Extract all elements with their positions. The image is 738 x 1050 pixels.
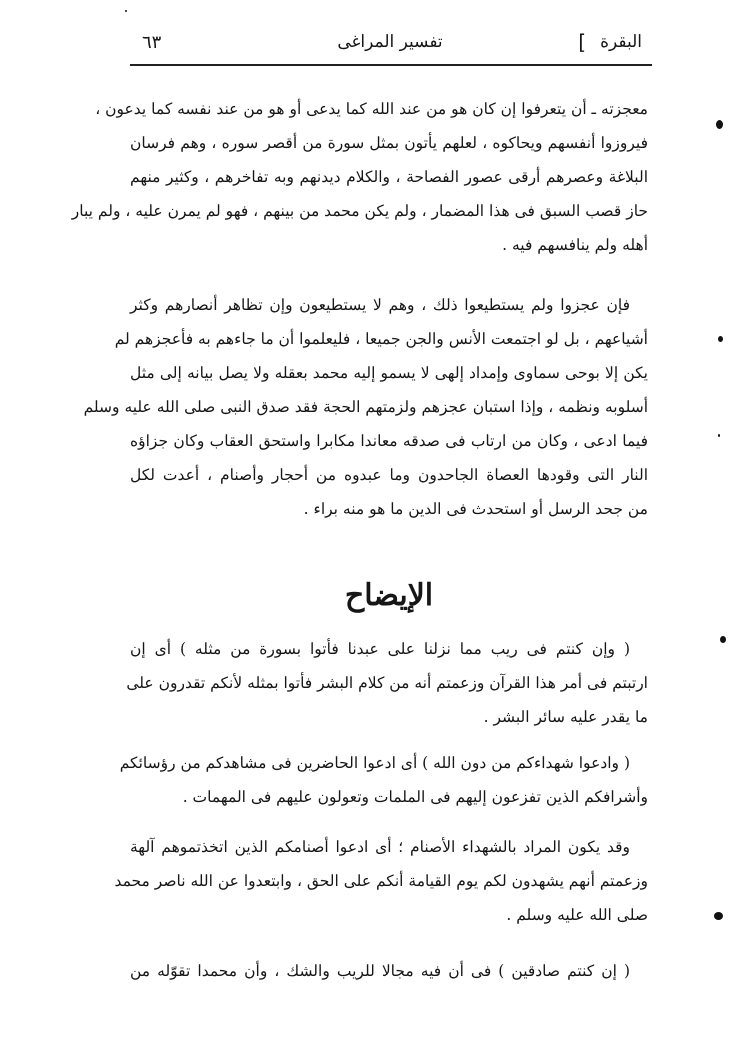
text-line: فيما ادعى ، وكان من ارتاب فى صدقه معاندا مكابرا واستحق العقاب وكان جزاؤه bbox=[130, 432, 648, 450]
text-line: صلى الله عليه وسلم . bbox=[506, 906, 648, 924]
text-line: وقد يكون المراد بالشهداء الأصنام ؛ أى ادعوا أصنامكم الذين اتخذتموهم آلهة bbox=[130, 838, 630, 856]
text-line: أسلوبه ونظمه ، وإذا استبان عجزهم ولزمتهم الحجة فقد صدق النبى صلى الله عليه وسلم bbox=[83, 398, 648, 416]
paragraph-1 bbox=[71, 92, 648, 262]
explanation-3 bbox=[114, 830, 648, 932]
text-line: ارتبتم فى أمر هذا القرآن وزعمتم أنه من كلام البشر فأتوا بمثله لأنكم تقدرون على bbox=[126, 674, 648, 692]
explanation-1 bbox=[126, 632, 648, 734]
text-line: ( وإن كنتم فى ريب مما نزلنا على عبدنا فأتوا بسورة من مثله ) أى إن bbox=[130, 640, 630, 658]
text-line: وأشرافكم الذين تفزعون إليهم فى الملمات وتعولون عليهم فى المهمات . bbox=[182, 788, 648, 806]
scan-speck bbox=[125, 10, 127, 12]
text-line: النار التى وقودها العصاة الجاحدون وما عبدوه من أحجار وأصنام ، أعدت لكل bbox=[130, 466, 648, 484]
text-line: أهله ولم ينافسهم فيه . bbox=[502, 236, 648, 254]
header-book-title: تفسير المراغى bbox=[337, 32, 443, 52]
explanation-2 bbox=[119, 746, 648, 814]
scan-speck bbox=[714, 912, 723, 920]
page-number: ٦٣ bbox=[142, 32, 162, 53]
paragraph-2 bbox=[83, 288, 648, 526]
header-rule bbox=[130, 64, 652, 66]
scan-speck bbox=[716, 120, 723, 129]
text-line: ( وادعوا شهداءكم من دون الله ) أى ادعوا الحاضرين فى مشاهدكم من رؤسائكم bbox=[119, 754, 630, 772]
header-bracket: ] bbox=[578, 30, 586, 54]
text-line: فيروزوا أنفسهم ويحاكوه ، لعلهم يأتون بمثل سورة من أقصر سوره ، وهم فرسان bbox=[130, 134, 648, 152]
text-line: ( إن كنتم صادقين ) فى أن فيه مجالا للريب والشك ، وأن محمدا تقوّله من bbox=[130, 962, 630, 980]
text-line: فإن عجزوا ولم يستطيعوا ذلك ، وهم لا يستطيعون وإن تظاهر أنصارهم وكثر bbox=[130, 296, 630, 314]
scan-speck bbox=[718, 434, 720, 437]
text-line: معجزته ـ أن يتعرفوا إن كان هو من عند الله كما يدعى أو هو من عند نفسه كما يدعون ، bbox=[95, 100, 648, 118]
running-header bbox=[130, 28, 650, 62]
scan-speck bbox=[718, 336, 723, 342]
text-line: من جحد الرسل أو استحدث فى الدين ما هو منه براء . bbox=[303, 500, 648, 518]
section-heading: الإيضاح bbox=[344, 578, 434, 613]
scan-speck bbox=[720, 636, 726, 643]
text-line: يكن إلا بوحى سماوى وإمداد إلهى لا يسمو إليه محمد بعقله ولا يصل بيانه إلى مثل bbox=[130, 364, 648, 382]
header-sura-name: البقرة bbox=[600, 32, 642, 52]
text-line: البلاغة وعصرهم أرقى عصور الفصاحة ، والكلام ديدنهم وبه تفاخرهم ، وكثير منهم bbox=[130, 168, 648, 186]
text-line: حاز قصب السبق فى هذا المضمار ، ولم يكن محمد من بينهم ، فهو لم يمرن عليه ، ولم يبار bbox=[71, 202, 648, 220]
explanation-4 bbox=[130, 954, 648, 988]
text-line: أشياعهم ، بل لو اجتمعت الأنس والجن جميعا ، فليعلموا أن ما جاءهم به فأعجزهم لم bbox=[114, 330, 648, 348]
text-line: ما يقدر عليه سائر البشر . bbox=[483, 708, 648, 726]
text-line: وزعمتم أنهم يشهدون لكم يوم القيامة أنكم على الحق ، وابتعدوا عن الله ناصر محمد bbox=[114, 872, 648, 890]
